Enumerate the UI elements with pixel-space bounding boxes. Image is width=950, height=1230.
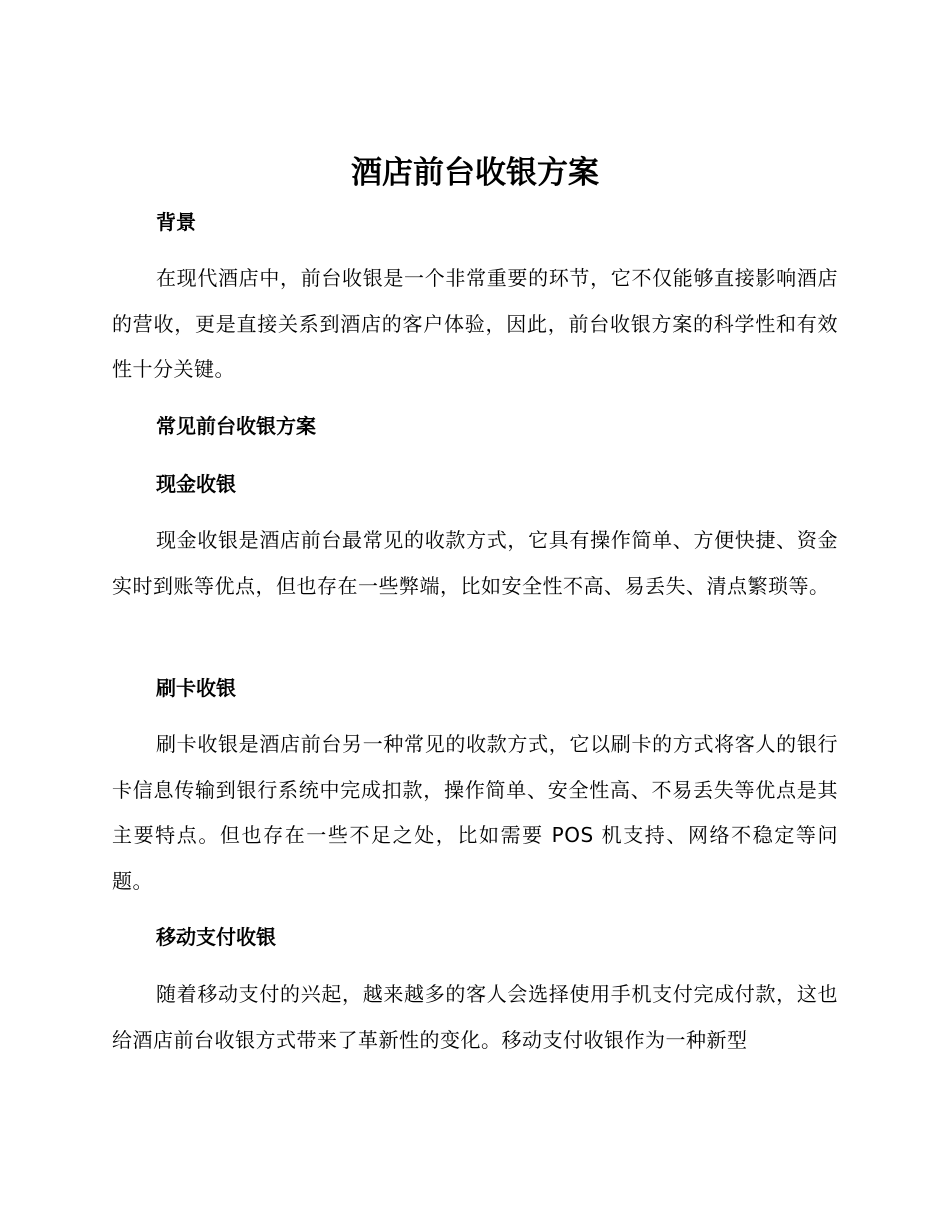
section-heading-common-solutions: 常见前台收银方案 bbox=[156, 414, 316, 438]
section-heading-cash: 现金收银 bbox=[156, 472, 236, 496]
section-heading-background: 背景 bbox=[156, 210, 196, 234]
section-paragraph-mobile: 随着移动支付的兴起，越来越多的客人会选择使用手机支付完成付款，这也给酒店前台收银方式带来了革新性的变化。移动支付收银作为一种新型 bbox=[112, 982, 838, 1052]
section-heading-card: 刷卡收银 bbox=[156, 676, 236, 700]
section-paragraph-background: 在现代酒店中，前台收银是一个非常重要的环节，它不仅能够直接影响酒店的营收，更是直接关系到酒店的客户体验，因此，前台收银方案的科学性和有效性十分关键。 bbox=[112, 266, 838, 381]
section-paragraph-cash: 现金收银是酒店前台最常见的收款方式，它具有操作简单、方便快捷、资金实时到账等优点，但也存在一些弊端，比如安全性不高、易丢失、清点繁琐等。 bbox=[112, 528, 838, 598]
section-paragraph-card: 刷卡收银是酒店前台另一种常见的收款方式，它以刷卡的方式将客人的银行卡信息传输到银行系统中完成扣款，操作简单、安全性高、不易丢失等优点是其主要特点。但也存在一些不足之处，比如需要 POS 机支持、网络不稳定等问题。 bbox=[112, 732, 838, 893]
section-heading-mobile: 移动支付收银 bbox=[156, 925, 276, 949]
document-title: 酒店前台收银方案 bbox=[351, 155, 599, 191]
